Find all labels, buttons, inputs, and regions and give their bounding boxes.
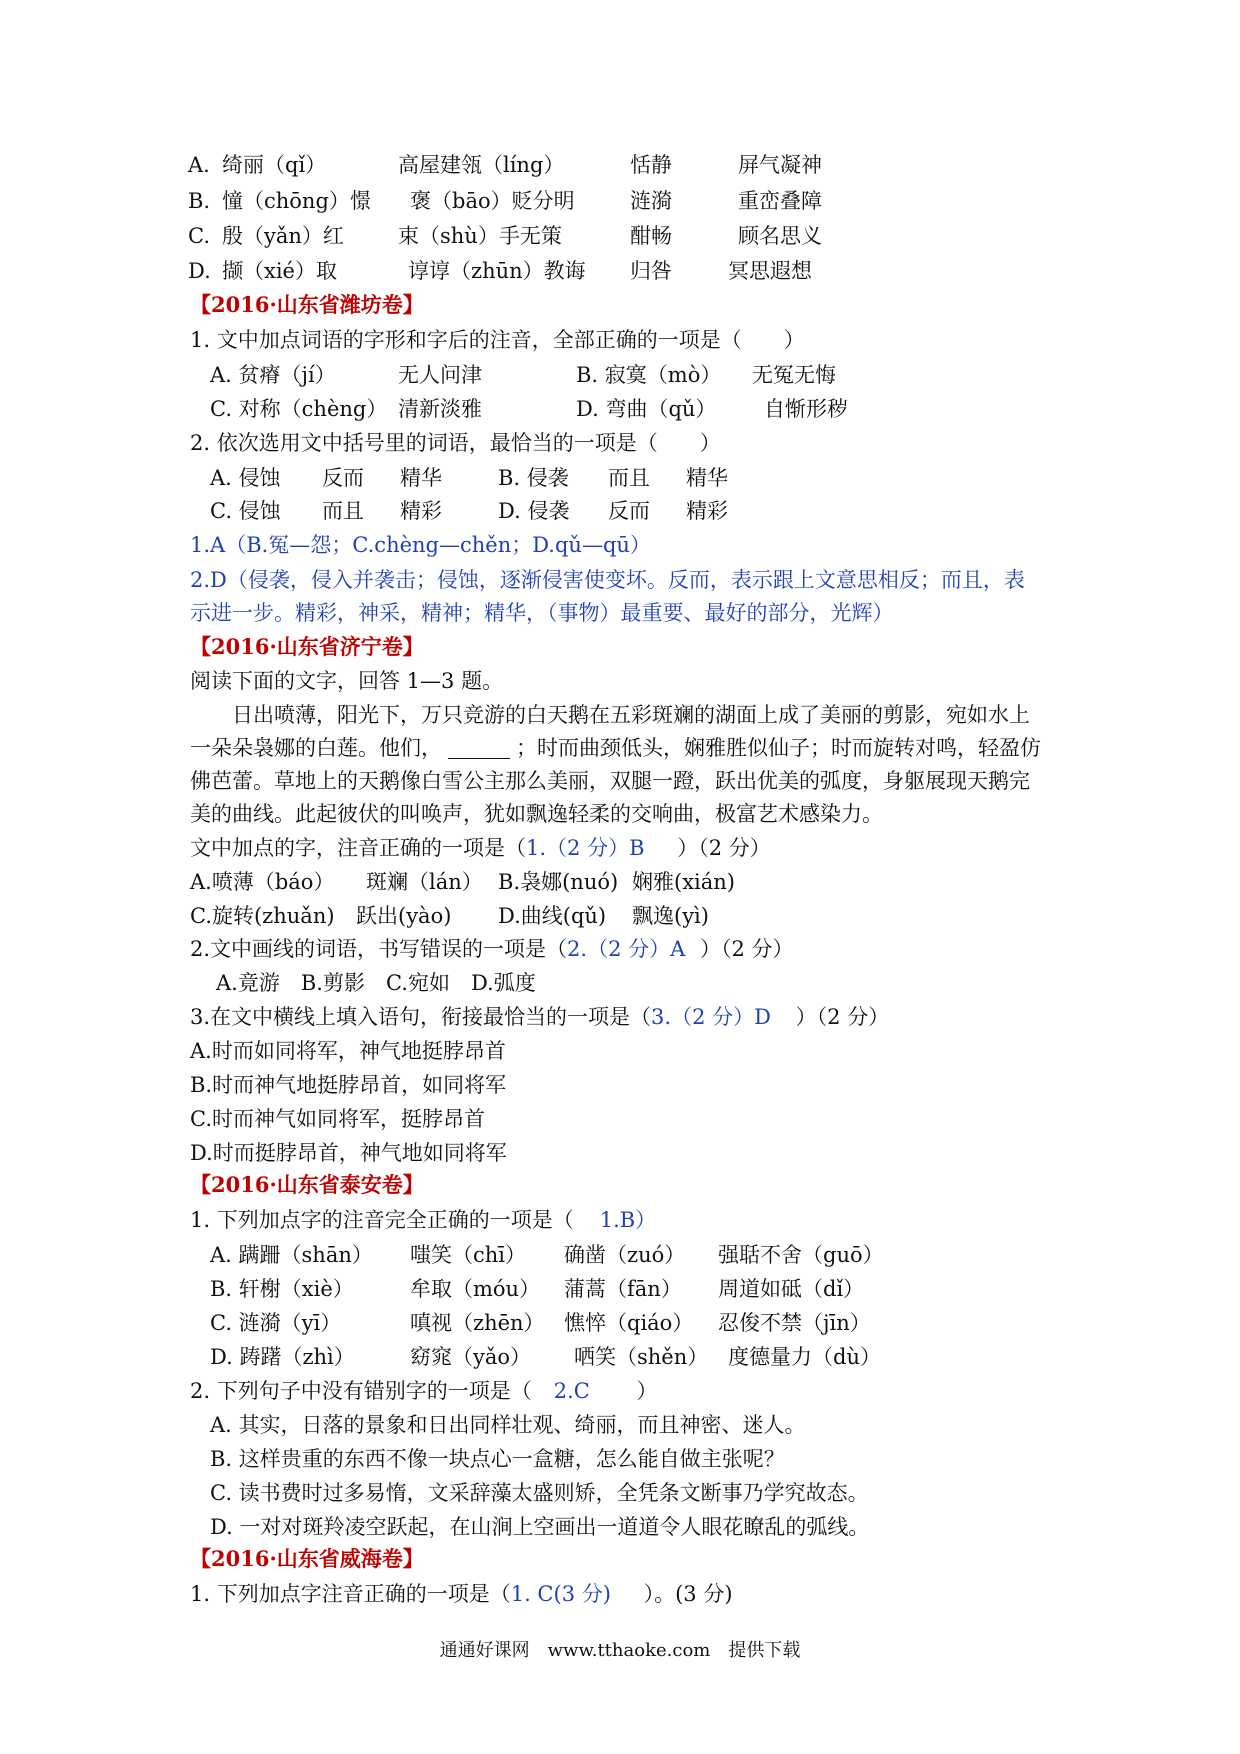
option-text: D.时而挺脖昂首，神气地如同将军 (190, 1141, 507, 1165)
section-heading-weihai: 【2016·山东省威海卷】 (190, 1546, 424, 1571)
question-stem: 文中加点的字，注音正确的一项是（ (190, 836, 526, 860)
question-score: ）。(3 分) (643, 1582, 733, 1606)
option-text: 度德量力（dù） (728, 1345, 881, 1369)
option-text: 无冤无悔 (752, 363, 836, 387)
option-text: C. 涟漪（yī） (210, 1311, 342, 1335)
option-text: B. 轩榭（xiè） (210, 1277, 354, 1301)
option-text: 而且 (608, 466, 650, 490)
answer-text: 1. C(3 分) (510, 1582, 611, 1606)
option-text: D.曲线(qǔ) (498, 904, 607, 928)
question-stem: 3.在文中横线上填入语句，衔接最恰当的一项是（ (190, 1005, 652, 1029)
question-text (190, 1002, 889, 1032)
reading-instruction: 阅读下面的文字，回答 1—3 题。 (190, 669, 504, 693)
option-letter: C. (188, 224, 210, 248)
option-text: 斑斓（lán） (366, 870, 483, 894)
option-term: 谆谆（zhūn）教诲 (408, 259, 586, 283)
option-text: 自惭形秽 (764, 397, 848, 421)
option-term: 归咎 (630, 259, 672, 283)
option-text: A. 蹒跚（shān） (210, 1243, 373, 1267)
question-score: ） (636, 1379, 658, 1403)
option-text: C.旋转(zhuǎn) (190, 904, 335, 928)
option-letter: D. (188, 259, 211, 283)
passage-fragment: 一朵朵袅娜的白莲。他们， (190, 736, 442, 760)
option-text: 窈窕（yǎo） (410, 1345, 532, 1369)
option-text: A. 贫瘠（jí） (210, 363, 336, 387)
option-term: 撷（xié）取 (222, 259, 337, 283)
option-text: 忍俊不禁（jīn） (718, 1311, 871, 1335)
option-term: 重峦叠障 (738, 189, 822, 213)
option-text: 飘逸(yì) (632, 904, 709, 928)
option-text: B. 寂寞（mò） (576, 363, 722, 387)
option-text: B.时而神气地挺脖昂首，如同将军 (190, 1073, 507, 1097)
option-term: 憧（chōng）憬 (222, 189, 371, 213)
option-text: D. 踌躇（zhì） (210, 1345, 355, 1369)
question-text: 2. 依次选用文中括号里的词语，最恰当的一项是（ ） (190, 431, 721, 455)
option-text: 精彩 (686, 499, 728, 523)
answer-text: 示进一步。精彩，神采，精神；精华，（事物）最重要、最好的部分，光辉） (190, 601, 894, 625)
page-footer: 通通好课网 www.tthaoke.com 提供下载 (439, 1640, 801, 1661)
option-text: 牟取（móu） (410, 1277, 541, 1301)
option-text: C. 对称（chèng） (210, 397, 388, 421)
option-text: 娴雅(xián) (632, 870, 735, 894)
option-text: 憔悴（qiáo） (564, 1311, 694, 1335)
option-text: A. 侵蚀 (210, 466, 281, 490)
option-text: 清新淡雅 (398, 397, 482, 421)
passage-line (190, 733, 1041, 763)
option-text: 周道如砥（dǐ） (718, 1277, 865, 1301)
question-text (190, 1376, 658, 1406)
passage-fragment: ；时而曲颈低头，娴雅胜似仙子；时而旋转对鸣，轻盈仿 (516, 736, 1041, 760)
question-options: A.竟游 B.剪影 C.宛如 D.弧度 (216, 971, 536, 995)
option-term: 束（shù）手无策 (398, 224, 562, 248)
option-text: 强聒不舍（guō） (718, 1243, 884, 1267)
option-text: 嗤笑（chī） (410, 1243, 527, 1267)
option-text: 反而 (608, 499, 650, 523)
option-text: 而且 (322, 499, 364, 523)
option-term: 冥思遐想 (728, 259, 812, 283)
option-text: D. 弯曲（qǔ） (576, 397, 717, 421)
option-term: 酣畅 (630, 224, 672, 248)
option-text: 嗔视（zhēn） (410, 1311, 545, 1335)
option-text: C. 侵蚀 (210, 499, 281, 523)
option-term: 绮丽（qǐ） (222, 153, 327, 177)
answer-text: 3.（2 分）D (651, 1005, 771, 1029)
option-text: 反而 (322, 466, 364, 490)
passage-line: 日出喷薄，阳光下，万只竞游的白天鹅在五彩斑斓的湖面上成了美丽的剪影，宛如水上 (190, 703, 1030, 727)
question-score: ）（2 分） (699, 937, 794, 961)
option-text: A.时而如同将军，神气地挺脖昂首 (190, 1039, 506, 1063)
option-term: 恬静 (630, 153, 672, 177)
option-text: 精彩 (400, 499, 442, 523)
option-term: 褒（bāo）贬分明 (410, 189, 575, 213)
question-text: 1. 文中加点词语的字形和字后的注音，全部正确的一项是（ ） (190, 328, 805, 352)
option-text: A.喷薄（báo） (190, 870, 335, 894)
option-text: 无人问津 (398, 363, 482, 387)
option-term: 顾名思义 (738, 224, 822, 248)
section-heading-taian: 【2016·山东省泰安卷】 (190, 1172, 424, 1197)
option-text: D. 侵袭 (498, 499, 570, 523)
question-stem: 2. 下列句子中没有错别字的一项是（ (190, 1379, 532, 1403)
answer-text: 1.B） (599, 1208, 657, 1232)
question-score: ）（2 分） (795, 1005, 890, 1029)
fill-blank (448, 736, 510, 759)
option-term: 涟漪 (630, 189, 672, 213)
question-text (190, 1205, 656, 1235)
option-text: 蒲蒿（fān） (564, 1277, 682, 1301)
option-text: 跃出(yào) (356, 904, 452, 928)
option-text: B. 这样贵重的东西不像一块点心一盒糖，怎么能自做主张呢？ (210, 1447, 785, 1471)
question-text (190, 1579, 733, 1609)
option-text: D. 一对对斑羚凌空跃起，在山涧上空画出一道道令人眼花瞭乱的弧线。 (210, 1515, 870, 1539)
passage-line: 佛芭蕾。草地上的天鹅像白雪公主那么美丽，双腿一蹬，跃出优美的弧度，身躯展现天鹅完 (190, 769, 1030, 793)
option-text: B.袅娜(nuó) (498, 870, 619, 894)
question-text (190, 934, 794, 964)
question-stem: 1. 下列加点字注音正确的一项是（ (190, 1582, 511, 1606)
passage-line: 美的曲线。此起彼伏的叫唤声，犹如飘逸轻柔的交响曲，极富艺术感染力。 (190, 802, 883, 826)
answer-text: 2.D（侵袭，侵入并袭击；侵蚀，逐渐侵害使变坏。反而，表示跟上文意思相反；而且，表 (190, 568, 1025, 592)
option-text: B. 侵袭 (498, 466, 569, 490)
section-heading-jining: 【2016·山东省济宁卷】 (190, 634, 424, 659)
question-text (190, 833, 771, 863)
option-text: C. 读书费时过多易惰，文采辞藻太盛则矫，全凭条文断事乃学究故态。 (210, 1481, 869, 1505)
option-letter: B. (188, 189, 211, 213)
option-text: 精华 (400, 466, 442, 490)
option-term: 屏气凝神 (738, 153, 822, 177)
option-text: 确凿（zuó） (564, 1243, 686, 1267)
answer-text: 1.A（B.冤—怨；C.chèng—chěn；D.qǔ—qū） (190, 533, 651, 557)
option-text: 哂笑（shěn） (574, 1345, 709, 1369)
question-stem: 1. 下列加点字的注音完全正确的一项是（ (190, 1208, 574, 1232)
option-text: 精华 (686, 466, 728, 490)
option-text: C.时而神气如同将军，挺脖昂首 (190, 1107, 485, 1131)
option-text: A. 其实，日落的景象和日出同样壮观、绮丽，而且神密、迷人。 (210, 1413, 806, 1437)
answer-text: 2.（2 分）A (567, 937, 686, 961)
section-heading-weifang: 【2016·山东省潍坊卷】 (190, 292, 424, 317)
question-stem: 2.文中画线的词语，书写错误的一项是（ (190, 937, 568, 961)
answer-text: 1.（2 分）B (526, 836, 645, 860)
question-score: ）（2 分） (677, 836, 771, 860)
option-term: 殷（yǎn）红 (222, 224, 344, 248)
option-letter: A. (188, 153, 210, 177)
option-term: 高屋建瓴（líng） (398, 153, 565, 177)
answer-text: 2.C (553, 1379, 590, 1403)
